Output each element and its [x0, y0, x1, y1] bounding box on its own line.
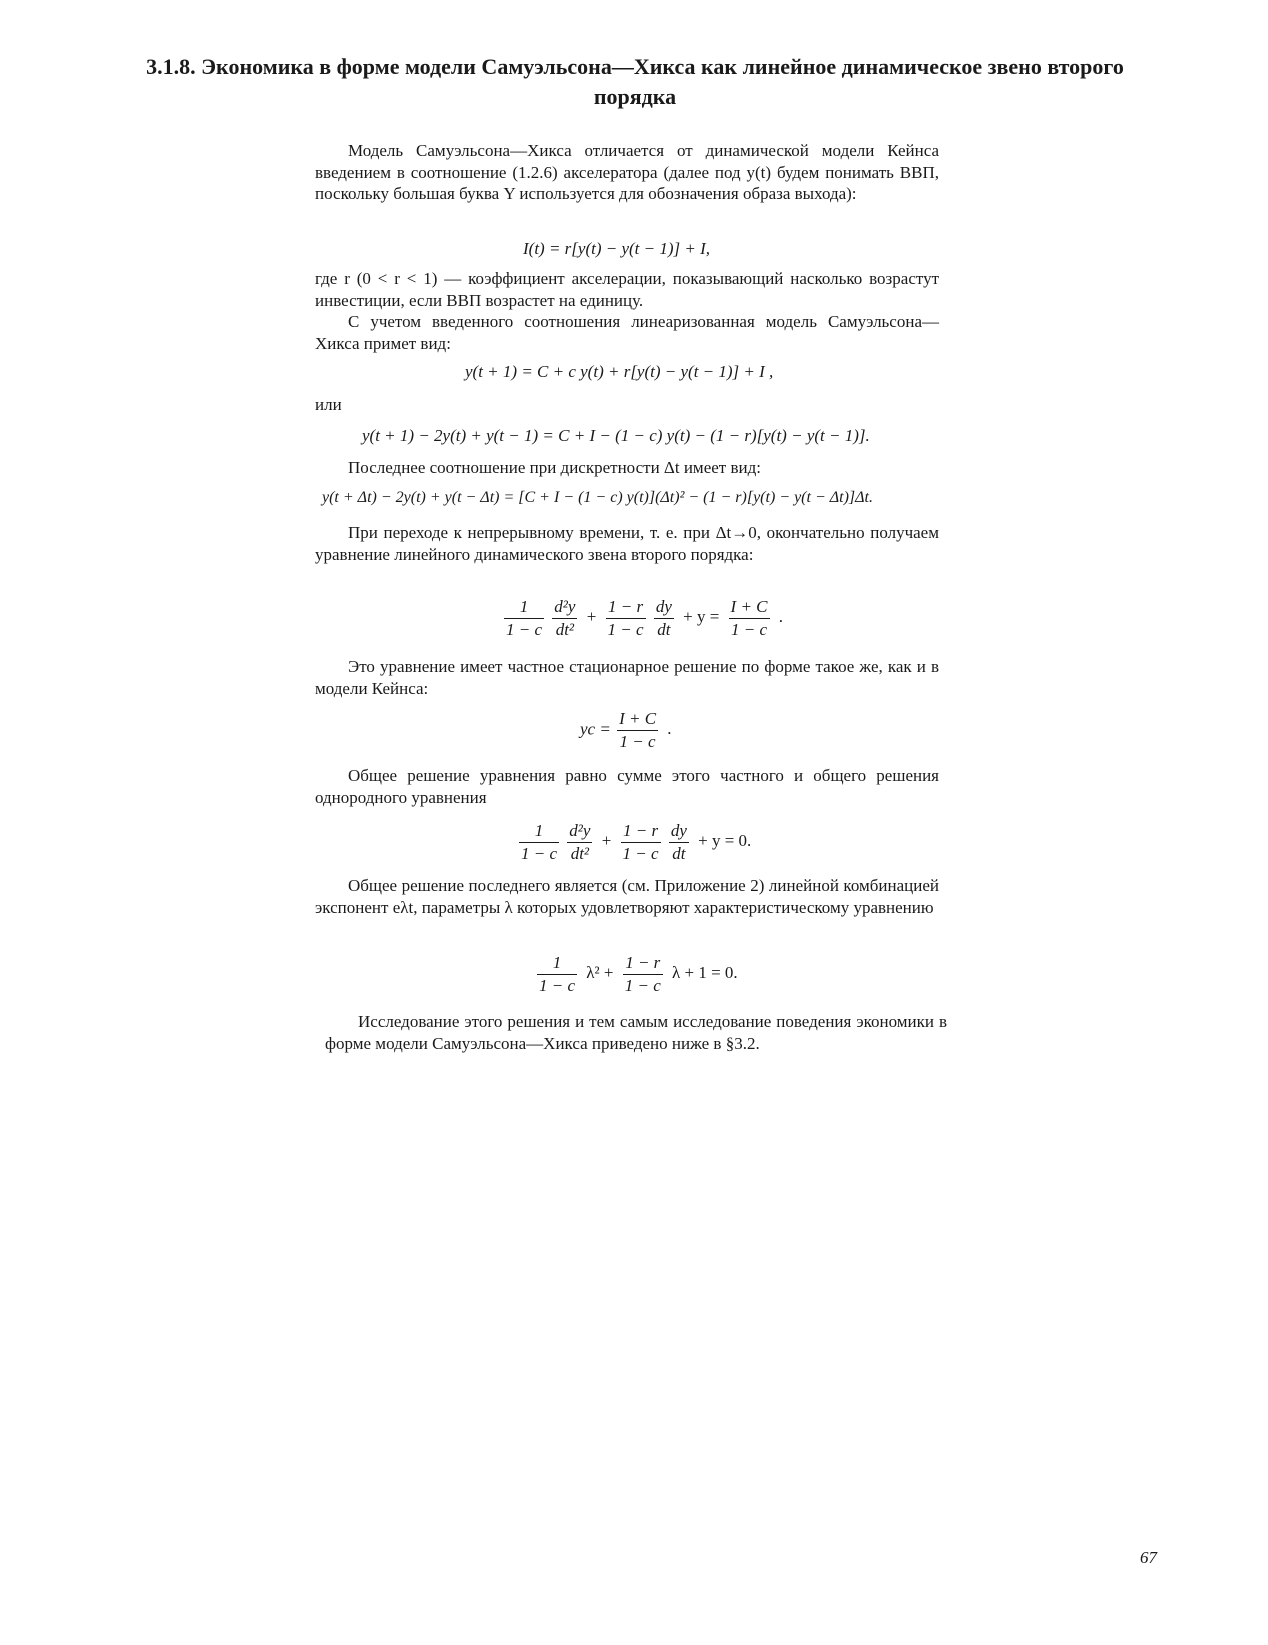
- paragraph-9-text: Общее решение последнего является (см. Приложение 2) линейной комбинацией экспонент eλt, параметры λ которых удовлетворяют характеристическому уравнению: [315, 876, 939, 917]
- formula-stationary-solution: yc = $\frac{I + C}{1 - c}$ .: [580, 709, 672, 751]
- paragraph-6-text: При переходе к непрерывному времени, т. е. при Δt→0, окончательно получаем уравнение линейного динамического звена второго порядка:: [315, 523, 939, 564]
- paragraph-2: [315, 268, 939, 354]
- paragraph-5-text: Последнее соотношение при дискретности Δt имеет вид:: [348, 458, 761, 477]
- formula-difference-equation: y(t + 1) − 2y(t) + y(t − 1) = C + I − (1 − c) y(t) − (1 − r)[y(t) − y(t − 1)].: [362, 426, 870, 445]
- paragraph-3-text: С учетом введенного соотношения линеаризованная модель Самуэльсона—Хикса примет вид:: [315, 312, 939, 353]
- paragraph-1: [315, 140, 939, 205]
- fraction: $\frac{\text{d²y}}{\text{dt²}}$: [569, 821, 591, 863]
- formula-discrete: y(t + Δt) − 2y(t) + y(t − Δt) = [C + I − (1 − c) y(t)](Δt)² − (1 − r)[y(t) − y(t − Δt)]Δt.: [322, 489, 873, 506]
- paragraph-4: [315, 394, 939, 416]
- fraction: $\frac{1 - r}{1 - c}$: [607, 597, 644, 639]
- fraction: $\frac{dy}{dt}$: [655, 597, 672, 639]
- paragraph-7: [315, 656, 939, 699]
- paragraph-8: [315, 765, 939, 808]
- formula-characteristic-equation: $\frac{1}{1 - c}$ λ² + $\frac{1 - r}{1 - c}$ λ + 1 = 0.: [539, 953, 738, 995]
- paragraph-5: [315, 457, 939, 479]
- heading-line-1: 3.1.8. Экономика в форме модели Самуэльсона—Хикса как линейное динамическое звено второго: [146, 54, 1124, 79]
- formula-second-order-equation: $\frac{1}{1 - c}$ $\frac{\text{d²y}}{\text{dt²}}$ + $\frac{1 - r}{1 - c}$ $\frac{dy}{dt}$ + y = $\frac{I + C}{1 - c}$ .: [506, 597, 784, 639]
- paragraph-6: [315, 522, 939, 565]
- paragraph-4-text: или: [315, 395, 342, 414]
- fraction: $\frac{\text{d²y}}{\text{dt²}}$: [554, 597, 576, 639]
- paragraph-2-text: где r (0 < r < 1) — коэффициент акселерации, показывающий насколько возрастут инвестиции, если ВВП возрастет на единицу.: [315, 269, 939, 310]
- fraction: $\frac{I + C}{1 - c}$: [730, 597, 768, 639]
- fraction: $\frac{I + C}{1 - c}$: [619, 709, 657, 751]
- fraction: $\frac{1 - r}{1 - c}$: [622, 821, 659, 863]
- section-heading: [100, 52, 1170, 112]
- paragraph-8-text: Общее решение уравнения равно сумме этого частного и общего решения однородного уравнения: [315, 766, 939, 807]
- fraction: $\frac{1}{1 - c}$: [521, 821, 558, 863]
- formula-homogeneous-equation: $\frac{1}{1 - c}$ $\frac{\text{d²y}}{\text{dt²}}$ + $\frac{1 - r}{1 - c}$ $\frac{dy}{dt}$ + y = 0.: [521, 821, 752, 863]
- paragraph-9: [315, 875, 939, 918]
- formula-investment: I(t) = r[y(t) − y(t − 1)] + I,: [523, 239, 711, 258]
- paragraph-10: [325, 1011, 947, 1054]
- paragraph-7-text: Это уравнение имеет частное стационарное решение по форме такое же, как и в модели Кейнса:: [315, 657, 939, 698]
- heading-line-2: порядка: [593, 84, 677, 109]
- page-number: 67: [1140, 1548, 1157, 1567]
- formula-linearized-model: y(t + 1) = C + c y(t) + r[y(t) − y(t − 1)] + I ,: [465, 362, 774, 381]
- fraction: $\frac{1 - r}{1 - c}$: [624, 953, 661, 995]
- fraction: $\frac{1}{1 - c}$: [506, 597, 543, 639]
- fraction: $\frac{dy}{dt}$: [670, 821, 687, 863]
- paragraph-1-text: Модель Самуэльсона—Хикса отличается от динамической модели Кейнса введением в соотношение (1.2.6) акселератора (далее под y(t) будем понимать ВВП, поскольку большая буква Y используется для обозначения образа выхода):: [315, 141, 939, 203]
- paragraph-10-text: Исследование этого решения и тем самым исследование поведения экономики в форме модели Самуэльсона—Хикса приведено ниже в §3.2.: [325, 1012, 947, 1053]
- fraction: $\frac{1}{1 - c}$: [539, 953, 576, 995]
